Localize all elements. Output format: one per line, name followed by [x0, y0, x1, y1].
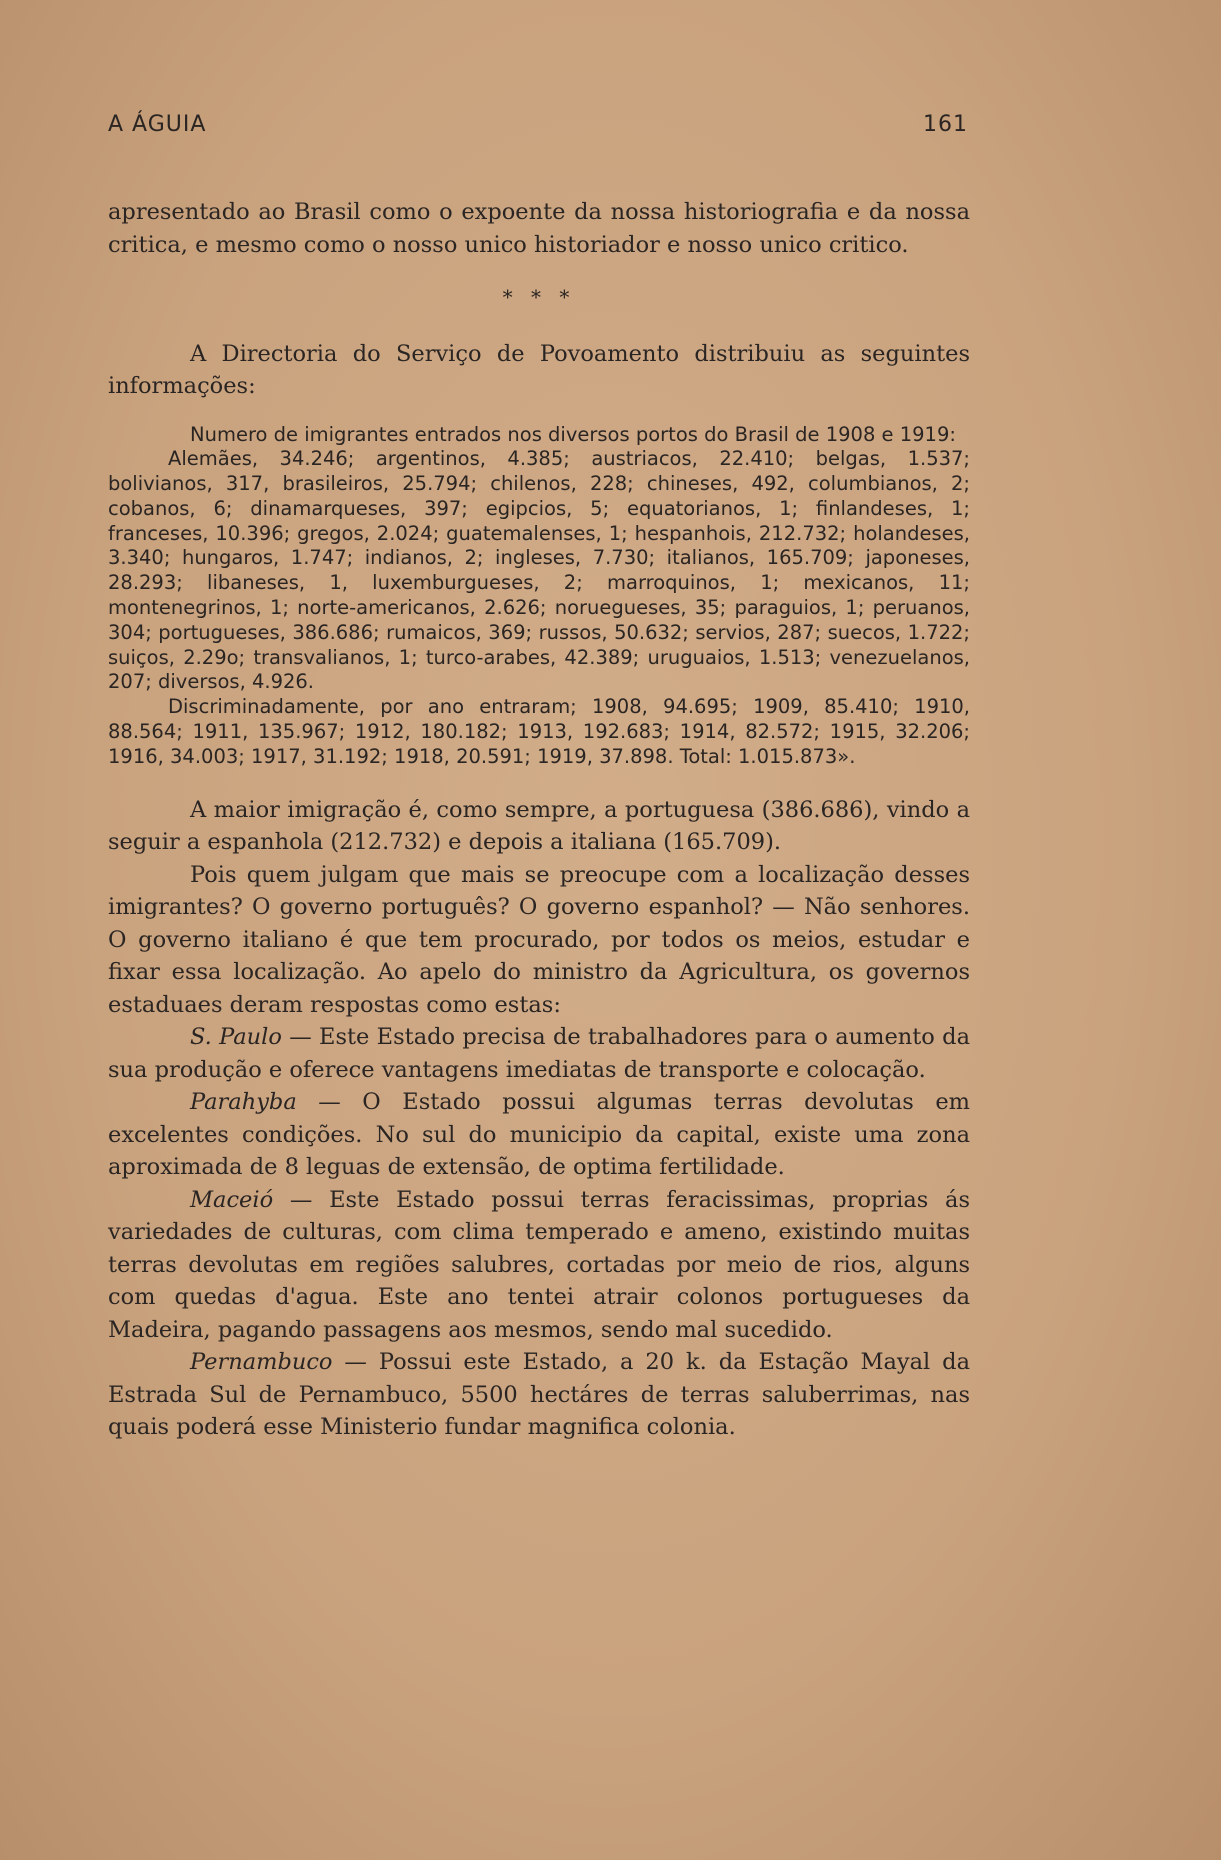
state-text: — Este Estado possui terras feracissimas, proprias ás variedades de culturas, com clima temperado e ameno, existindo muitas terras devolutas em regiões salubres, cortadas por meio de rios, alguns com quedas d'agua. Este ano tentei atrair colonos portugueses da Madeira, pagando passagens aos mesmos, sendo mal sucedido.: [108, 1186, 970, 1343]
state-name: Pernambuco: [190, 1349, 333, 1376]
running-head: [108, 112, 968, 142]
quote-heading: Numero de imigrantes entrados nos diversos portos do Brasil de 1908 e 1919:: [190, 422, 956, 446]
journal-title: A ÁGUIA: [108, 112, 207, 137]
section-separator: * * *: [502, 285, 576, 309]
page-body: [108, 196, 970, 1444]
state-sao-paulo: [108, 1021, 970, 1086]
state-name: S. Paulo: [190, 1024, 282, 1051]
statistics-quote: [108, 423, 970, 770]
intro-paragraph: apresentado ao Brasil como o expoente da nossa historiografia e da nossa critica, e mesmo como o nosso unico historiador e nosso unico critico.: [108, 199, 970, 258]
state-text: — Possui este Estado, a 20 k. da Estação Mayal da Estrada Sul de Pernambuco, 5500 hectáres de terras saluberrimas, nas quais poderá esse Ministerio fundar magnifica colonia.: [108, 1349, 970, 1441]
pois-paragraph: Pois quem julgam que mais se preocupe com a localização desses imigrantes? O governo português? O governo espanhol? — Não senhores. O governo italiano é que tem procurado, por todos os meios, estudar e fixar essa localização. Ao apelo do ministro da Agricultura, os governos estaduaes deram respostas como estas:: [108, 861, 970, 1018]
state-text: — Este Estado precisa de trabalhadores para o aumento da sua produção e oferece vantagens imediatas de transporte e colocação.: [108, 1024, 970, 1083]
quote-by-year: Discriminadamente, por ano entraram; 1908, 94.695; 1909, 85.410; 1910, 88.564; 1911, 135.967; 1912, 180.182; 1913, 192.683; 1914, 82.572; 1915, 32.206; 1916, 34.003; 1917, 31.192; 1918, 20.591; 1919, 37.898. Total: 1.015.873».: [108, 695, 970, 768]
notice-paragraph: A Directoria do Serviço de Povoamento distribuiu as seguintes informações:: [108, 340, 970, 399]
state-maceio: [108, 1184, 970, 1347]
state-text: — O Estado possui algumas terras devolutas em excelentes condições. No sul do municipio da capital, existe uma zona aproximada de 8 leguas de extensão, de optima fertilidade.: [108, 1089, 970, 1181]
state-name: Maceió: [190, 1186, 274, 1213]
state-name: Parahyba: [190, 1089, 297, 1116]
quote-nationalities: Alemães, 34.246; argentinos, 4.385; austriacos, 22.410; belgas, 1.537; bolivianos, 317, brasileiros, 25.794; chilenos, 228; chineses, 492, columbianos, 2; cobanos, 6; dinamarqueses, 397; egipcios, 5; equatorianos, 1; finlandeses, 1; franceses, 10.396; gregos, 2.024; guatemalenses, 1; hespanhois, 212.732; holandeses, 3.340; hungaros, 1.747; indianos, 2; ingleses, 7.730; italianos, 165.709; japoneses, 28.293; libaneses, 1, luxemburgueses, 2; marroquinos, 1; mexicanos, 11; montenegrinos, 1; norte-americanos, 2.626; noruegueses, 35; paraguios, 1; peruanos, 304; portugueses, 386.686; rumaicos, 369; russos, 50.632; servios, 287; suecos, 1.722; suiços, 2.29o; transvalianos, 1; turco-arabes, 42.389; uruguaios, 1.513; venezuelanos, 207; diversos, 4.926.: [108, 447, 970, 694]
page-number: 161: [923, 112, 968, 137]
state-parahyba: [108, 1086, 970, 1184]
maior-paragraph: A maior imigração é, como sempre, a portuguesa (386.686), vindo a seguir a espanhola (212.732) e depois a italiana (165.709).: [108, 796, 970, 856]
state-pernambuco: [108, 1346, 970, 1444]
